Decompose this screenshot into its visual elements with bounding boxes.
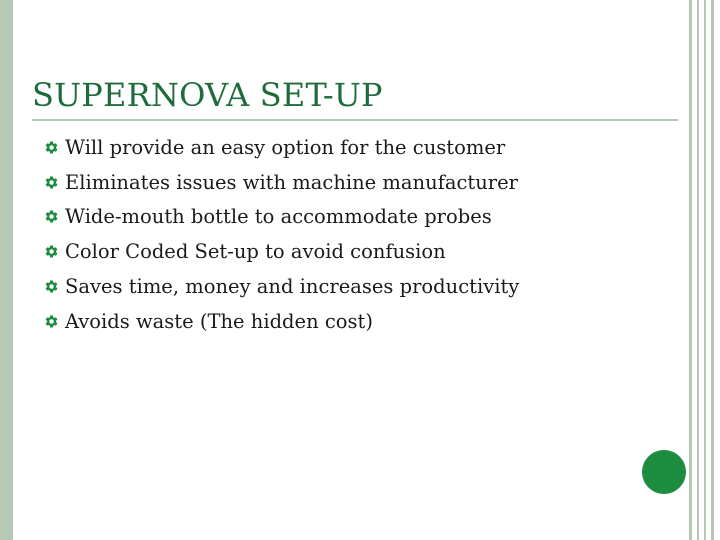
bullet-text: Avoids waste (The hidden cost) (65, 309, 373, 333)
bullet-text: Wide-mouth bottle to accommodate probes (65, 205, 492, 229)
gear-icon (44, 175, 59, 190)
bullet-item (44, 200, 519, 235)
right-frame-line-3 (704, 0, 706, 540)
bullet-list (44, 130, 519, 339)
bullet-text: Saves time, money and increases productivity (65, 275, 520, 299)
gear-icon (44, 314, 59, 329)
gear-icon (44, 209, 59, 224)
gear-icon (44, 140, 59, 155)
slide-title: SUPERNOVA SET-UP (32, 76, 383, 114)
gear-icon (44, 244, 59, 259)
bullet-item (44, 269, 519, 304)
gear-icon (44, 279, 59, 294)
bullet-item (44, 304, 519, 339)
right-frame-line-1 (689, 0, 692, 540)
bullet-item (44, 130, 519, 165)
bullet-item (44, 234, 519, 269)
right-frame-line-2 (697, 0, 699, 540)
bullet-text: Eliminates issues with machine manufacturer (65, 170, 518, 194)
bullet-text: Color Coded Set-up to avoid confusion (65, 240, 446, 264)
left-frame-bar (0, 0, 13, 540)
bullet-text: Will provide an easy option for the customer (65, 135, 506, 159)
title-divider (32, 119, 678, 121)
right-frame-line-4 (711, 0, 714, 540)
bullet-item (44, 165, 519, 200)
accent-dot (642, 450, 686, 494)
